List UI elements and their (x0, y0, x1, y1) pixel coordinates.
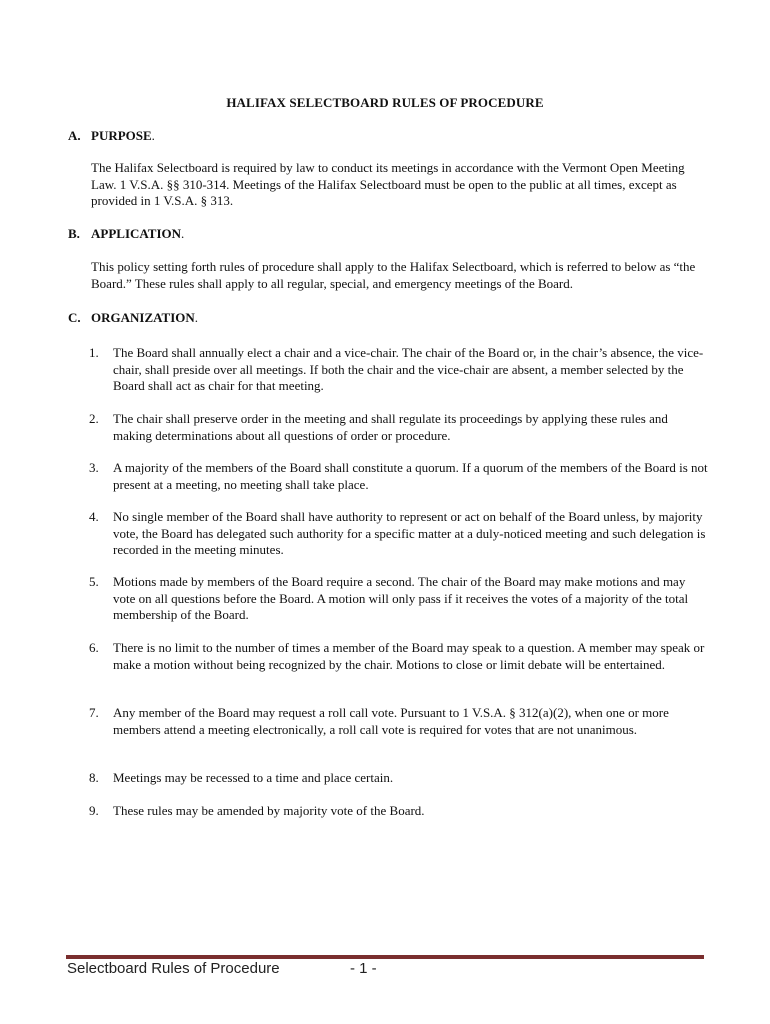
list-number: 7. (89, 705, 99, 720)
list-text: Any member of the Board may request a roll call vote. Pursuant to 1 V.S.A. § 312(a)(2), when one or more members attend a meeting electronically, a roll call vote is required for votes that are not unanimous. (113, 705, 669, 737)
list-item (89, 640, 709, 673)
list-item (89, 705, 709, 738)
list-text: Motions made by members of the Board require a second. The chair of the Board may make motions and may vote on all questions before the Board. A motion will only pass if it receives the votes of a majority of the total membership of the Board. (113, 574, 689, 622)
list-item (89, 803, 709, 820)
list-number: 5. (89, 574, 99, 589)
list-item (89, 574, 709, 624)
list-number: 8. (89, 770, 99, 785)
list-item (89, 460, 709, 493)
list-text: These rules may be amended by majority vote of the Board. (113, 803, 425, 818)
list-text: The chair shall preserve order in the meeting and shall regulate its proceedings by applying these rules and making determinations about all questions of order or procedure. (113, 411, 668, 443)
list-item (89, 509, 709, 559)
section-heading-application: B. APPLICATION. (68, 226, 185, 241)
list-text: Meetings may be recessed to a time and place certain. (113, 770, 394, 785)
section-letter: C. (68, 310, 81, 325)
list-number: 2. (89, 411, 99, 426)
section-letter: B. (68, 226, 80, 241)
footer-label: Selectboard Rules of Procedure (67, 960, 280, 977)
page-number: - 1 - (350, 960, 377, 977)
section-title: ORGANIZATION (91, 310, 195, 325)
list-item (89, 770, 709, 787)
list-number: 6. (89, 640, 99, 655)
section-title: PURPOSE (91, 128, 152, 143)
list-text: There is no limit to the number of times a member of the Board may speak to a question. A member may speak or make a motion without being recognized by the chair. Motions to close or limit debate will be entertained. (113, 640, 705, 672)
list-text: The Board shall annually elect a chair and a vice-chair. The chair of the Board or, in the chair’s absence, the vice-chair, shall preside over all meetings. If both the chair and the vice-chair are absent, a member selected by the Board shall act as chair for that meeting. (113, 345, 704, 393)
list-number: 9. (89, 803, 99, 818)
list-item (89, 411, 709, 444)
application-paragraph: This policy setting forth rules of procedure shall apply to the Halifax Selectboard, which is referred to below as “the Board.” These rules shall apply to all regular, special, and emergency meetings of the Board. (91, 259, 696, 291)
list-text: No single member of the Board shall have authority to represent or act on behalf of the Board unless, by majority vote, the Board has delegated such authority for a specific matter at a duly-noticed meeting and such delegation is recorded in the meeting minutes. (113, 509, 706, 557)
list-number: 1. (89, 345, 99, 360)
footer-rule (66, 955, 704, 959)
section-heading-organization: C. ORGANIZATION. (68, 310, 199, 325)
section-heading-purpose: A. PURPOSE. (68, 128, 155, 143)
list-number: 4. (89, 509, 99, 524)
section-letter: A. (68, 128, 81, 143)
purpose-paragraph: The Halifax Selectboard is required by law to conduct its meetings in accordance with the Vermont Open Meeting Law. 1 V.S.A. §§ 310-314. Meetings of the Halifax Selectboard must be open to the public at all times, except as provided in 1 V.S.A. § 313. (91, 160, 685, 208)
document-title: HALIFAX SELECTBOARD RULES OF PROCEDURE (226, 95, 544, 110)
list-number: 3. (89, 460, 99, 475)
list-item (89, 345, 709, 395)
section-title: APPLICATION (91, 226, 182, 241)
list-text: A majority of the members of the Board shall constitute a quorum. If a quorum of the members of the Board is not present at a meeting, no meeting shall take place. (113, 460, 708, 492)
